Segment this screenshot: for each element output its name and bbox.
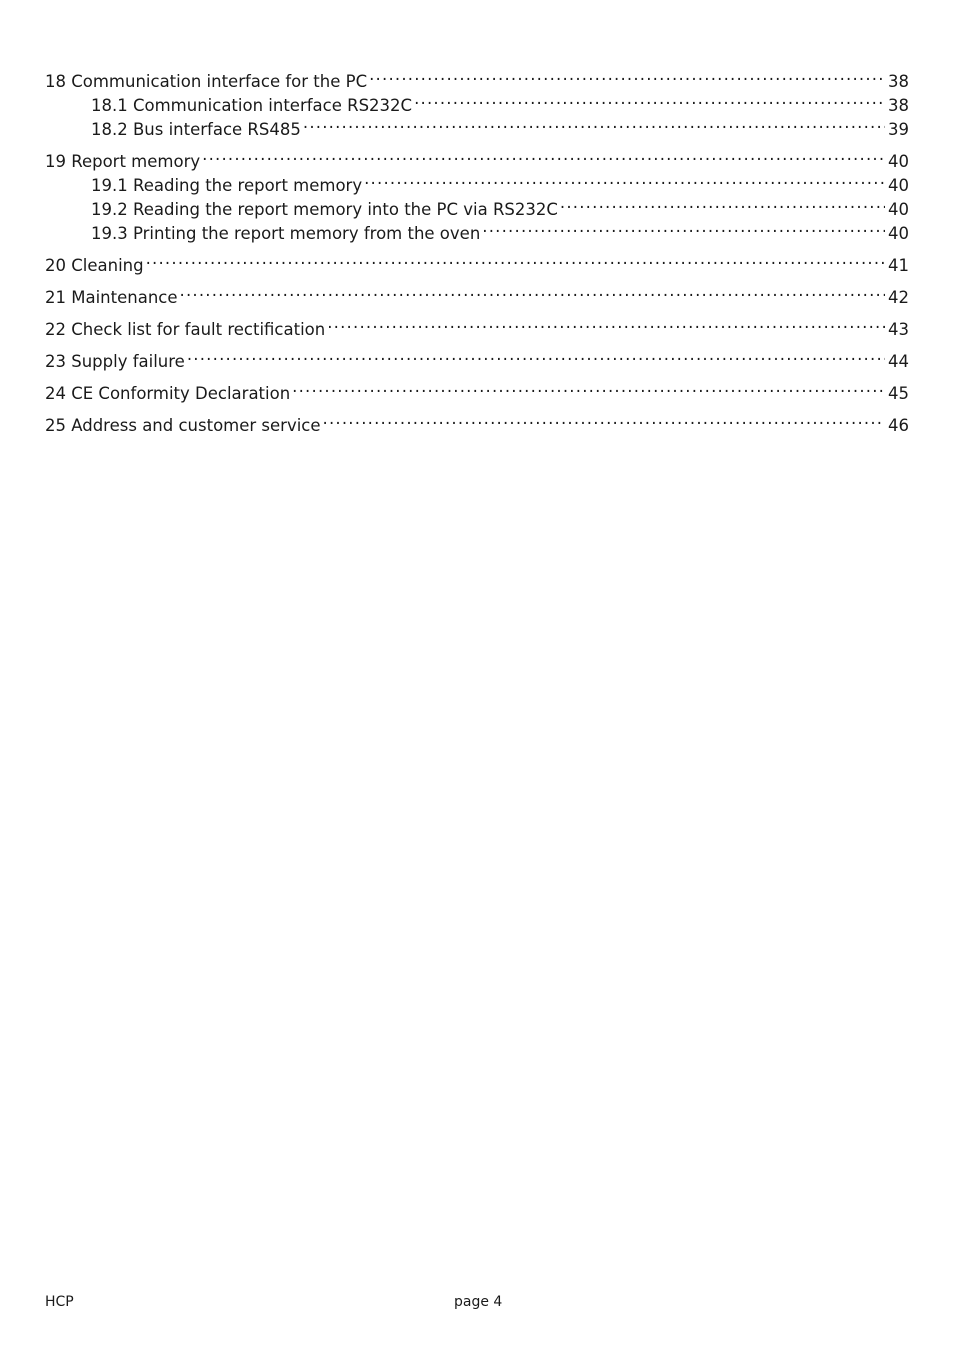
toc-subentry-title: 19.2 Reading the report memory into the PC via RS232C xyxy=(91,200,558,219)
toc-leader-dots xyxy=(323,407,885,431)
toc-entry-title: 24 CE Conformity Declaration xyxy=(45,384,291,403)
toc-leader-dots xyxy=(303,111,885,135)
toc-entry[interactable] xyxy=(45,279,909,307)
toc-entry[interactable] xyxy=(45,311,909,339)
toc-subentry-page: 40 xyxy=(888,224,909,243)
toc-group xyxy=(45,279,909,307)
toc-leader-dots xyxy=(180,279,886,303)
toc-group xyxy=(45,311,909,339)
toc-entry[interactable] xyxy=(45,63,909,91)
toc-leader-dots xyxy=(560,191,885,215)
toc-entry-title: 20 Cleaning xyxy=(45,256,144,275)
toc-group xyxy=(45,247,909,275)
toc-subentry-page: 40 xyxy=(888,176,909,195)
toc-leader-dots xyxy=(202,143,885,167)
toc-group xyxy=(45,143,909,243)
toc-entry-title: 23 Supply failure xyxy=(45,352,185,371)
toc-leader-dots xyxy=(369,63,885,87)
toc-entry-page: 41 xyxy=(888,256,909,275)
toc-group xyxy=(45,63,909,139)
footer-page-number: page 4 xyxy=(454,1294,503,1310)
toc-entry-page: 40 xyxy=(888,152,909,171)
toc-subentry-page: 38 xyxy=(888,96,909,115)
toc-entry-title: 18 Communication interface for the PC xyxy=(45,72,368,91)
toc-entry[interactable] xyxy=(45,375,909,403)
toc-entry-page: 38 xyxy=(888,72,909,91)
toc-entry-page: 45 xyxy=(888,384,909,403)
toc-entry-page: 44 xyxy=(888,352,909,371)
toc-entry-title: 25 Address and customer service xyxy=(45,416,321,435)
footer-document-name: HCP xyxy=(45,1294,74,1310)
toc-subentry-title: 18.2 Bus interface RS485 xyxy=(91,120,301,139)
toc-subentry-page: 39 xyxy=(888,120,909,139)
table-of-contents xyxy=(45,63,909,439)
toc-subentry-title: 18.1 Communication interface RS232C xyxy=(91,96,413,115)
toc-entry[interactable] xyxy=(45,407,909,435)
toc-entry-page: 43 xyxy=(888,320,909,339)
toc-entry-title: 22 Check list for fault rectification xyxy=(45,320,326,339)
toc-group xyxy=(45,343,909,371)
toc-entry-page: 42 xyxy=(888,288,909,307)
toc-entry[interactable] xyxy=(45,343,909,371)
toc-entry[interactable] xyxy=(45,247,909,275)
toc-entry-title: 19 Report memory xyxy=(45,152,201,171)
toc-entry-page: 46 xyxy=(888,416,909,435)
toc-group xyxy=(45,375,909,403)
toc-subentry-title: 19.3 Printing the report memory from the oven xyxy=(91,224,481,243)
toc-leader-dots xyxy=(146,247,885,271)
toc-subentry-page: 40 xyxy=(888,200,909,219)
toc-entry-title: 21 Maintenance xyxy=(45,288,178,307)
toc-group xyxy=(45,407,909,435)
toc-leader-dots xyxy=(482,215,885,239)
toc-leader-dots xyxy=(414,87,885,111)
toc-leader-dots xyxy=(292,375,885,399)
toc-leader-dots xyxy=(187,343,885,367)
toc-subentry-title: 19.1 Reading the report memory xyxy=(91,176,363,195)
toc-leader-dots xyxy=(327,311,885,335)
toc-leader-dots xyxy=(364,167,885,191)
toc-entry[interactable] xyxy=(45,143,909,171)
